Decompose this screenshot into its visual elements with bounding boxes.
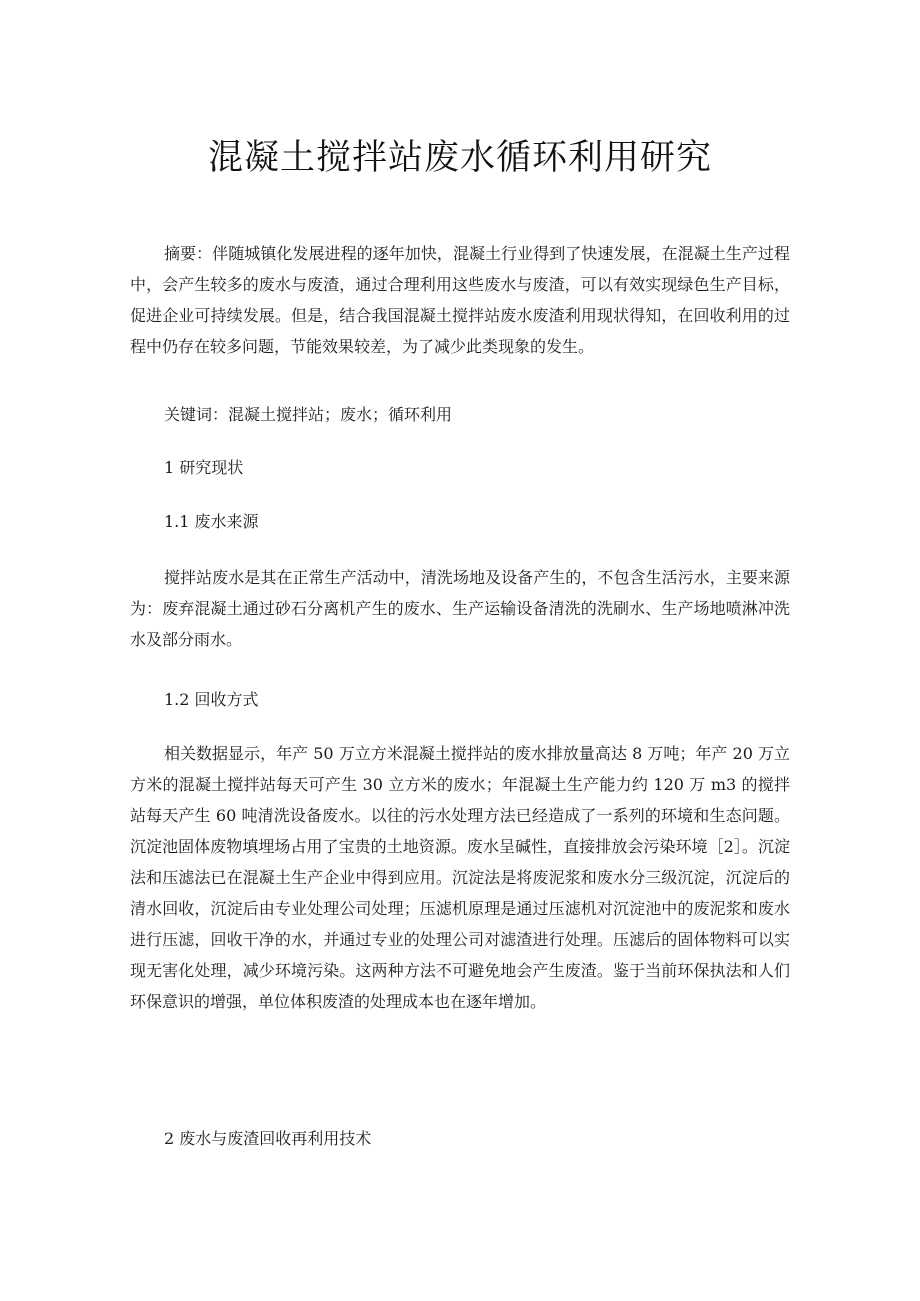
section-1-1-heading: 1.1 废水来源: [164, 512, 259, 531]
abstract-paragraph: 摘要：伴随城镇化发展进程的逐年加快，混凝土行业得到了快速发展，在混凝土生产过程中，会产生较多的废水与废渣，通过合理利用这些废水与废渣，可以有效实现绿色生产目标，促进企业可持续发展。但是，结合我国混凝土搅拌站废水废渣利用现状得知，在回收利用的过程中仍存在较多问题，节能效果较差，为了减少此类现象的发生。: [130, 244, 790, 356]
section-1-2-heading: 1.2 回收方式: [164, 690, 259, 709]
section-2-heading: 2 废水与废渣回收再利用技术: [164, 1129, 372, 1148]
section-1-2-paragraph: 相关数据显示，年产 50 万立方米混凝土搅拌站的废水排放量高达 8 万吨；年产 20 万立方米的混凝土搅拌站每天可产生 30 立方米的废水；年混凝土生产能力约 120 万 m3 的搅拌站每天产生 60 吨清洗设备废水。以往的污水处理方法已经造成了一系列的环境和生态问题。沉淀池固体废物填埋场占用了宝贵的土地资源。废水呈碱性，直接排放会污染环境［2］。沉淀法和压滤法已在混凝土生产企业中得到应用。沉淀法是将废泥浆和废水分三级沉淀，沉淀后的清水回收，沉淀后由专业处理公司处理；压滤机原理是通过压滤机对沉淀池中的废泥浆和废水进行压滤，回收干净的水，并通过专业的处理公司对滤渣进行处理。压滤后的固体物料可以实现无害化处理，减少环境污染。这两种方法不可避免地会产生废渣。鉴于当前环保执法和人们环保意识的增强，单位体积废渣的处理成本也在逐年增加。: [130, 744, 790, 1011]
section-1-heading: 1 研究现状: [164, 458, 244, 477]
keywords-line: 关键词：混凝土搅拌站；废水；循环利用: [164, 405, 453, 424]
section-1-1-paragraph: 搅拌站废水是其在正常生产活动中，清洗场地及设备产生的，不包含生活污水，主要来源为：废弃混凝土通过砂石分离机产生的废水、生产运输设备清洗的洗刷水、生产场地喷淋冲洗水及部分雨水。: [130, 568, 790, 649]
page-title: 混凝土搅拌站废水循环利用研究: [207, 138, 712, 178]
